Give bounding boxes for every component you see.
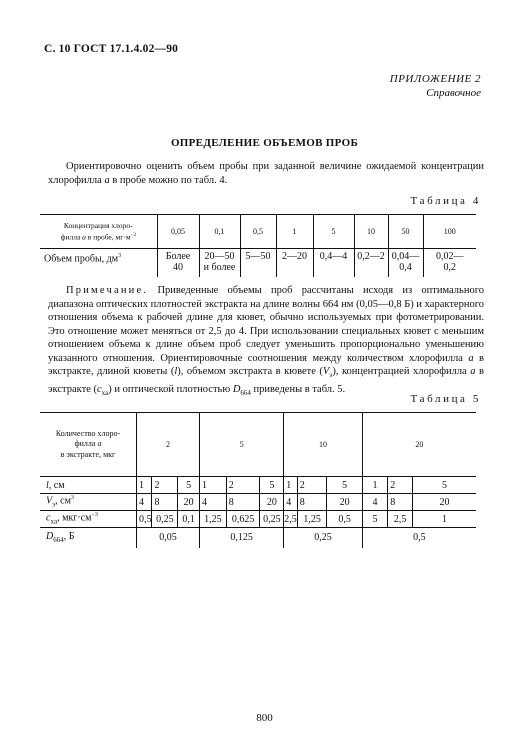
t4-hl1: Концентрация хлоро-	[63, 220, 133, 230]
t5-amount: 2	[136, 413, 199, 477]
note-a1: а	[468, 352, 474, 364]
note-text4: ), концентрацией хлорофилла	[332, 366, 467, 377]
intro-paragraph	[48, 160, 484, 187]
t5-csub: xa	[50, 517, 58, 526]
note-a2: а	[470, 366, 476, 377]
t5-cell: 2,5	[284, 511, 298, 528]
t4-hlexp: −3	[130, 232, 136, 238]
t5-cexp: −3	[91, 512, 98, 519]
t5-label-d	[40, 528, 136, 548]
t4-rl: Объем пробы, дм	[44, 253, 119, 265]
t5-h1: Количество хлоро-	[55, 428, 121, 438]
intro-a: а	[104, 174, 110, 186]
t4-vol	[199, 249, 240, 277]
page-header: С. 10 ГОСТ 17.1.4.02—90	[44, 43, 179, 55]
t4-conc: 50	[388, 215, 423, 249]
table5-header-label	[40, 413, 136, 477]
t5-dcell: 0,5	[362, 528, 476, 548]
t5-cell: 0,5	[327, 511, 362, 528]
t5-cell: 0,25	[152, 511, 178, 528]
t5-label-c	[40, 511, 136, 528]
note-c: c	[96, 383, 102, 395]
t5-cell: 2	[226, 477, 260, 494]
t5-vexp: 3	[70, 495, 74, 502]
t4-vol	[313, 249, 354, 277]
t5-vlab: , см	[55, 495, 71, 507]
note-label: Примечание.	[66, 285, 149, 296]
t5-row-c	[40, 511, 476, 528]
t5-cell: 1	[362, 477, 387, 494]
t5-h3: в экстракте, мкг	[60, 449, 116, 459]
note-csub: xa	[101, 388, 109, 397]
t4-rlexp: 3	[118, 253, 122, 259]
t5-cell: 5	[362, 511, 387, 528]
note-text5: в экстракте (	[48, 366, 485, 395]
t4-conc: 0,05	[157, 215, 199, 249]
note-l: l	[174, 366, 178, 377]
t5-cell: 4	[362, 494, 387, 511]
t5-lsym: l	[46, 479, 49, 491]
note-vsub: э	[329, 371, 333, 380]
t5-dcell: 0,25	[284, 528, 363, 548]
t4-vol	[240, 249, 276, 277]
t5-cell: 20	[178, 494, 200, 511]
t4-conc: 1	[276, 215, 313, 249]
t5-cell: 5	[327, 477, 362, 494]
t4-vol	[423, 249, 476, 277]
t4-v: 5—50	[245, 251, 271, 262]
t4-conc: 0,1	[199, 215, 240, 249]
t5-row-v	[40, 494, 476, 511]
t4-v: 0,2—2	[357, 251, 385, 262]
t5-amount: 20	[362, 413, 476, 477]
t4-conc: 5	[313, 215, 354, 249]
t5-cell: 8	[297, 494, 327, 511]
t4-v: Более	[165, 251, 191, 262]
table-5	[40, 412, 476, 548]
t5-cell: 1,25	[297, 511, 327, 528]
t4-v: и более	[203, 262, 236, 273]
t5-dsub: 664	[53, 536, 64, 545]
t5-dsym: D	[46, 531, 54, 543]
table4-header-label	[40, 215, 157, 249]
t5-cell: 20	[260, 494, 284, 511]
t5-dcell: 0,125	[199, 528, 283, 548]
table4-caption: Таблица 4	[410, 195, 481, 207]
t5-row-l	[40, 477, 476, 494]
t5-cell: 8	[226, 494, 260, 511]
t5-dcell: 0,05	[136, 528, 199, 548]
t5-cell: 20	[327, 494, 362, 511]
t5-cell: 1	[199, 477, 226, 494]
note-d: D	[232, 383, 241, 395]
t4-v: 0,2	[443, 262, 456, 273]
t5-cell: 8	[152, 494, 178, 511]
t5-cell: 20	[412, 494, 476, 511]
t4-vol	[354, 249, 388, 277]
table5-caption: Таблица 5	[410, 393, 481, 405]
t5-row-d	[40, 528, 476, 548]
note-text: Приведенные объемы проб рассчитаны исходя из оптимального диапазона оптических плотностей экстракта на длине волны 664 нм (0,05—0,8 Б) и характерного отношения объема к рабочей длине для кювет, обычно используемых при фотометрировании. Это отношение может меняться от 2,5 до 4. При использовании специальных кювет с меньшим отношением объема к длине объем проб следует уменьшить пропорционально уменьшению указанного отношения. Ориентировочные соотношения между количеством хлорофилла	[48, 285, 484, 364]
note-v: V	[322, 366, 330, 377]
section-title: ОПРЕДЕЛЕНИЕ ОБЪЕМОВ ПРОБ	[170, 137, 359, 149]
t5-cell: 0,25	[260, 511, 284, 528]
t4-conc: 100	[423, 215, 476, 249]
t4-hl3: в пробе, мг·м	[85, 232, 131, 242]
t5-cell: 0,625	[226, 511, 260, 528]
t5-cell: 1	[412, 511, 476, 528]
t4-v: 0,4—4	[319, 251, 348, 262]
t5-cell: 2	[297, 477, 327, 494]
appendix-title: ПРИЛОЖЕНИЕ 2	[389, 73, 481, 85]
t4-vol	[157, 249, 199, 277]
t5-amount: 10	[284, 413, 363, 477]
t5-vsym: V	[46, 495, 53, 507]
t5-cell: 0,1	[178, 511, 200, 528]
page-number: 800	[256, 712, 273, 724]
t5-cell: 2,5	[388, 511, 413, 528]
intro-text2: в пробе можно по табл. 4.	[109, 174, 228, 186]
t5-amount: 5	[199, 413, 283, 477]
t4-hl2: филла	[60, 232, 83, 242]
note-text3: ), объемом экстракта в кювете (	[177, 366, 323, 377]
t5-cell: 0,5	[136, 511, 152, 528]
t5-dlab: , Б	[63, 531, 75, 543]
t5-cell: 2	[152, 477, 178, 494]
t5-cell: 1	[284, 477, 298, 494]
t5-cell: 8	[388, 494, 413, 511]
t4-v: 2—20	[282, 251, 307, 262]
t5-h2: филла	[74, 439, 98, 449]
t5-cell: 4	[199, 494, 226, 511]
table-4	[40, 214, 476, 277]
t5-label-v	[40, 494, 136, 511]
t5-cell: 1	[136, 477, 152, 494]
t5-cell: 5	[260, 477, 284, 494]
note-dsub: 664	[240, 388, 251, 397]
t4-row-label	[40, 249, 157, 277]
t4-vol	[388, 249, 423, 277]
t5-llab: , см	[48, 479, 65, 491]
t5-ha: а	[97, 439, 102, 449]
t5-label-l	[40, 477, 136, 494]
appendix-label	[390, 72, 481, 100]
t5-clab: , мкг·см	[57, 512, 92, 524]
note-paragraph	[48, 284, 484, 400]
t4-v: 0,04—	[391, 251, 420, 262]
t4-v: 20—50	[204, 251, 235, 262]
t5-vsub: э	[52, 500, 56, 509]
t5-csym: c	[46, 512, 51, 524]
t4-conc: 0,5	[240, 215, 276, 249]
t4-conc: 10	[354, 215, 388, 249]
t5-cell: 2	[388, 477, 413, 494]
t4-v: 0,4	[399, 262, 412, 273]
t4-v: 40	[173, 262, 183, 273]
note-text2: в экстракте, длиной кюветы (	[48, 352, 484, 377]
t4-hla: а	[82, 232, 86, 242]
t4-v: 0,02—	[436, 251, 464, 262]
intro-text: Ориентировочно оценить объем пробы при заданной величине ожидаемой концентрации хлорофилла	[48, 161, 484, 186]
note-text7: приведены в табл. 5.	[250, 383, 346, 395]
t5-cell: 5	[178, 477, 200, 494]
t5-cell: 4	[136, 494, 152, 511]
appendix-subtitle: Справочное	[426, 87, 481, 99]
note-text6: ) и оптической плотностью	[108, 383, 231, 395]
t4-vol	[276, 249, 313, 277]
t5-cell: 1,25	[199, 511, 226, 528]
t5-cell: 4	[284, 494, 298, 511]
t5-cell: 5	[412, 477, 476, 494]
